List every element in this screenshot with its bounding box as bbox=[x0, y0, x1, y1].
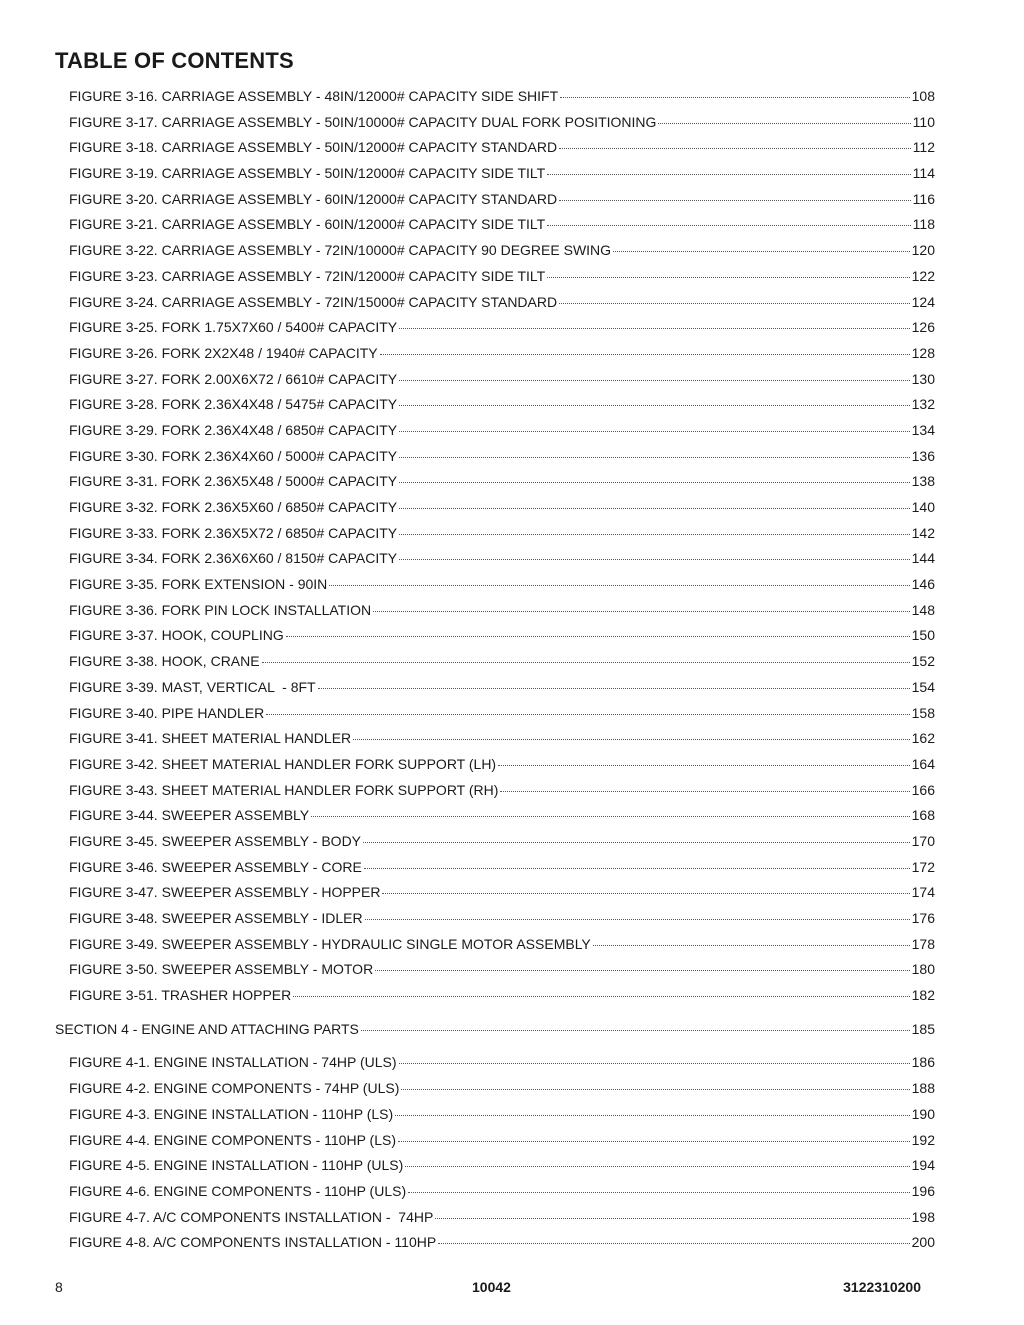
toc-figure-entry[interactable] bbox=[55, 987, 935, 1013]
toc-figure-entry[interactable] bbox=[55, 525, 935, 551]
toc-leader-dots bbox=[560, 97, 910, 98]
toc-entry-page: 138 bbox=[911, 473, 935, 490]
toc-leader-dots bbox=[399, 534, 910, 535]
toc-entry-label: FIGURE 3-42. SHEET MATERIAL HANDLER FORK SUPPORT (LH) bbox=[69, 755, 497, 772]
toc-entry-label: FIGURE 3-16. CARRIAGE ASSEMBLY - 48IN/12000# CAPACITY SIDE SHIFT bbox=[69, 88, 559, 104]
toc-entry-label: FIGURE 3-41. SHEET MATERIAL HANDLER bbox=[69, 730, 352, 747]
toc-figure-entry[interactable] bbox=[55, 165, 935, 191]
toc-entry-label: FIGURE 3-18. CARRIAGE ASSEMBLY - 50IN/12000# CAPACITY STANDARD bbox=[69, 139, 558, 156]
toc-leader-dots bbox=[262, 662, 910, 663]
toc-entry-label: FIGURE 4-5. ENGINE INSTALLATION - 110HP (ULS) bbox=[69, 1157, 404, 1174]
toc-entry-label: FIGURE 4-6. ENGINE COMPONENTS - 110HP (ULS) bbox=[69, 1182, 407, 1199]
toc-figure-entry[interactable] bbox=[55, 268, 935, 294]
toc-leader-dots bbox=[408, 1192, 910, 1193]
toc-leader-dots bbox=[286, 636, 910, 637]
toc-figure-entry[interactable] bbox=[55, 627, 935, 653]
toc-figure-entry[interactable] bbox=[55, 345, 935, 371]
toc-figure-entry[interactable] bbox=[55, 550, 935, 576]
toc-entry-page: 130 bbox=[911, 370, 935, 387]
toc-leader-dots bbox=[375, 970, 909, 971]
toc-entry-page: 168 bbox=[911, 807, 935, 824]
toc-entry-label: FIGURE 4-8. A/C COMPONENTS INSTALLATION - 110HP bbox=[69, 1234, 437, 1251]
toc-figure-entry[interactable] bbox=[55, 139, 935, 165]
toc-leader-dots bbox=[547, 225, 910, 226]
toc-leader-dots bbox=[373, 611, 910, 612]
toc-entry-page: 178 bbox=[911, 935, 935, 952]
toc-entry-page: 110 bbox=[912, 113, 935, 130]
toc-entry-page: 194 bbox=[911, 1157, 935, 1174]
toc-figure-entry[interactable] bbox=[55, 473, 935, 499]
toc-entry-label: FIGURE 3-22. CARRIAGE ASSEMBLY - 72IN/10000# CAPACITY 90 DEGREE SWING bbox=[69, 242, 612, 259]
toc-entry-page: 162 bbox=[911, 730, 935, 747]
toc-entry-page: 164 bbox=[911, 755, 935, 772]
toc-entry-label: FIGURE 3-31. FORK 2.36X5X48 / 5000# CAPACITY bbox=[69, 473, 398, 490]
toc-figure-entry[interactable] bbox=[55, 1209, 935, 1235]
toc-entry-page: 158 bbox=[911, 704, 935, 721]
toc-entry-label: FIGURE 3-44. SWEEPER ASSEMBLY bbox=[69, 807, 310, 824]
toc-entry-page: 108 bbox=[911, 88, 935, 104]
toc-leader-dots bbox=[399, 508, 910, 509]
toc-entry-label: FIGURE 4-7. A/C COMPONENTS INSTALLATION - 74HP bbox=[69, 1208, 434, 1225]
toc-entry-label: FIGURE 4-4. ENGINE COMPONENTS - 110HP (LS) bbox=[69, 1131, 396, 1148]
toc-entry-page: 166 bbox=[911, 781, 935, 798]
toc-figure-entry[interactable] bbox=[55, 1080, 935, 1106]
toc-entry-page: 114 bbox=[912, 165, 935, 182]
toc-leader-dots bbox=[353, 739, 910, 740]
toc-leader-dots bbox=[329, 585, 909, 586]
toc-entry-label: FIGURE 3-43. SHEET MATERIAL HANDLER FORK SUPPORT (RH) bbox=[69, 781, 499, 798]
toc-leader-dots bbox=[399, 457, 910, 458]
toc-entry-label: FIGURE 3-45. SWEEPER ASSEMBLY - BODY bbox=[69, 832, 362, 849]
toc-figure-entry[interactable] bbox=[55, 499, 935, 525]
toc-figure-entry[interactable] bbox=[55, 884, 935, 910]
toc-entry-label: SECTION 4 - ENGINE AND ATTACHING PARTS bbox=[55, 1020, 359, 1037]
toc-entry-label: FIGURE 3-24. CARRIAGE ASSEMBLY - 72IN/15000# CAPACITY STANDARD bbox=[69, 293, 558, 310]
toc-figure-entry[interactable] bbox=[55, 1106, 935, 1132]
toc-leader-dots bbox=[559, 148, 911, 149]
toc-entry-page: 118 bbox=[912, 216, 935, 233]
toc-entry-page: 198 bbox=[911, 1208, 935, 1225]
toc-leader-dots bbox=[547, 174, 910, 175]
toc-leader-dots bbox=[593, 945, 910, 946]
toc-figure-entry[interactable] bbox=[55, 859, 935, 885]
toc-figure-entry[interactable] bbox=[55, 936, 935, 962]
toc-leader-dots bbox=[364, 868, 910, 869]
toc-entry-label: FIGURE 4-3. ENGINE INSTALLATION - 110HP (LS) bbox=[69, 1105, 394, 1122]
toc-entry-label: FIGURE 3-46. SWEEPER ASSEMBLY - CORE bbox=[69, 858, 362, 875]
toc-entry-label: FIGURE 3-26. FORK 2X2X48 / 1940# CAPACITY bbox=[69, 344, 378, 361]
toc-entry-page: 128 bbox=[911, 344, 935, 361]
toc-entry-label: FIGURE 3-20. CARRIAGE ASSEMBLY - 60IN/12000# CAPACITY STANDARD bbox=[69, 190, 558, 207]
toc-entry-page: 124 bbox=[911, 293, 935, 310]
toc-entry-page: 188 bbox=[911, 1080, 935, 1097]
toc-leader-dots bbox=[405, 1166, 909, 1167]
toc-leader-dots bbox=[498, 765, 910, 766]
toc-figure-entry[interactable] bbox=[55, 396, 935, 422]
toc-entry-page: 192 bbox=[911, 1131, 935, 1148]
toc-figure-entry[interactable] bbox=[55, 448, 935, 474]
toc-entry-page: 144 bbox=[911, 550, 935, 567]
toc-figure-entry[interactable] bbox=[55, 422, 935, 448]
toc-leader-dots bbox=[500, 791, 909, 792]
toc-figure-entry[interactable] bbox=[55, 910, 935, 936]
toc-entry-page: 146 bbox=[911, 576, 935, 593]
toc-leader-dots bbox=[311, 816, 909, 817]
toc-entry-label: FIGURE 3-28. FORK 2.36X4X48 / 5475# CAPACITY bbox=[69, 396, 398, 413]
toc-figure-entry[interactable] bbox=[55, 756, 935, 782]
toc-leader-dots bbox=[361, 1030, 910, 1031]
toc-leader-dots bbox=[380, 354, 910, 355]
toc-figure-entry[interactable] bbox=[55, 191, 935, 217]
toc-entry-page: 122 bbox=[911, 267, 935, 284]
toc-figure-entry[interactable] bbox=[55, 730, 935, 756]
toc-leader-dots bbox=[398, 1141, 910, 1142]
toc-figure-entry[interactable] bbox=[55, 242, 935, 268]
toc-leader-dots bbox=[438, 1243, 909, 1244]
toc-entry-label: FIGURE 3-19. CARRIAGE ASSEMBLY - 50IN/12000# CAPACITY SIDE TILT bbox=[69, 165, 546, 182]
toc-figure-entry[interactable] bbox=[55, 319, 935, 345]
toc-entry-page: 186 bbox=[911, 1054, 935, 1071]
footer-page-number: 8 bbox=[55, 1279, 63, 1295]
toc-leader-dots bbox=[559, 200, 911, 201]
toc-entry-page: 172 bbox=[911, 858, 935, 875]
toc-leader-dots bbox=[559, 303, 910, 304]
toc-figure-entry[interactable] bbox=[55, 679, 935, 705]
toc-leader-dots bbox=[318, 688, 910, 689]
toc-entry-label: FIGURE 3-35. FORK EXTENSION - 90IN bbox=[69, 576, 328, 593]
toc-leader-dots bbox=[399, 405, 910, 406]
toc-entry-page: 200 bbox=[911, 1234, 935, 1251]
toc-leader-dots bbox=[382, 893, 909, 894]
toc-leader-dots bbox=[399, 482, 910, 483]
toc-entry-label: FIGURE 3-48. SWEEPER ASSEMBLY - IDLER bbox=[69, 910, 363, 926]
toc-figure-entry[interactable] bbox=[55, 114, 935, 140]
toc-figure-entry[interactable] bbox=[55, 653, 935, 679]
footer-center-code: 10042 bbox=[472, 1279, 511, 1295]
toc-entry-page: 170 bbox=[911, 832, 935, 849]
toc-entry-page: 136 bbox=[911, 447, 935, 464]
toc-leader-dots bbox=[547, 277, 909, 278]
toc-figure-entry[interactable] bbox=[55, 216, 935, 242]
toc-entry-label: FIGURE 3-50. SWEEPER ASSEMBLY - MOTOR bbox=[69, 961, 374, 978]
footer-doc-number: 3122310200 bbox=[843, 1279, 921, 1295]
toc-leader-dots bbox=[401, 1089, 909, 1090]
toc-figure-entry[interactable] bbox=[55, 1234, 935, 1260]
toc-entry-page: 132 bbox=[911, 396, 935, 413]
toc-section-entry[interactable] bbox=[55, 1021, 935, 1047]
toc-entry-label: FIGURE 3-32. FORK 2.36X5X60 / 6850# CAPACITY bbox=[69, 499, 398, 515]
toc-entry-page: 126 bbox=[911, 319, 935, 336]
toc-leader-dots bbox=[435, 1218, 909, 1219]
toc-leader-dots bbox=[399, 328, 910, 329]
toc-entry-label: FIGURE 3-30. FORK 2.36X4X60 / 5000# CAPACITY bbox=[69, 447, 398, 464]
toc-leader-dots bbox=[658, 123, 910, 124]
toc-entry-page: 142 bbox=[911, 524, 935, 541]
toc-entry-page: 182 bbox=[911, 987, 935, 1004]
toc-entry-page: 174 bbox=[911, 884, 935, 901]
toc-leader-dots bbox=[266, 714, 909, 715]
toc-entry-page: 116 bbox=[912, 190, 935, 207]
toc-entry-label: FIGURE 3-25. FORK 1.75X7X60 / 5400# CAPACITY bbox=[69, 319, 398, 336]
toc-figure-entry[interactable] bbox=[55, 371, 935, 397]
toc-entry-page: 190 bbox=[911, 1105, 935, 1122]
toc-entry-page: 152 bbox=[911, 653, 935, 670]
toc-figure-entry[interactable] bbox=[55, 705, 935, 731]
toc-figure-entry[interactable] bbox=[55, 1132, 935, 1158]
toc-figure-entry[interactable] bbox=[55, 833, 935, 859]
page-title: TABLE OF CONTENTS bbox=[55, 48, 294, 73]
toc-entry-label: FIGURE 3-49. SWEEPER ASSEMBLY - HYDRAULIC SINGLE MOTOR ASSEMBLY bbox=[69, 935, 591, 952]
toc-entry-label: FIGURE 3-21. CARRIAGE ASSEMBLY - 60IN/12000# CAPACITY SIDE TILT bbox=[69, 216, 546, 233]
toc-leader-dots bbox=[365, 919, 910, 920]
toc-leader-dots bbox=[363, 842, 910, 843]
toc-entry-page: 134 bbox=[911, 421, 935, 438]
toc-entry-page: 176 bbox=[911, 910, 935, 926]
toc-figure-entry[interactable] bbox=[55, 602, 935, 628]
toc-leader-dots bbox=[399, 1063, 910, 1064]
toc-figure-entry[interactable] bbox=[55, 576, 935, 602]
toc-entry-label: FIGURE 3-29. FORK 2.36X4X48 / 6850# CAPACITY bbox=[69, 421, 398, 438]
toc-entry-page: 185 bbox=[911, 1020, 935, 1037]
toc-figure-entry[interactable] bbox=[55, 807, 935, 833]
toc-entry-label: FIGURE 3-17. CARRIAGE ASSEMBLY - 50IN/10000# CAPACITY DUAL FORK POSITIONING bbox=[69, 113, 657, 130]
toc-entry-label: FIGURE 3-39. MAST, VERTICAL - 8FT bbox=[69, 678, 316, 695]
toc-entry-label: FIGURE 3-36. FORK PIN LOCK INSTALLATION bbox=[69, 601, 372, 618]
toc-entry-page: 150 bbox=[911, 627, 935, 644]
toc-entry-page: 154 bbox=[911, 678, 935, 695]
toc-entry-page: 120 bbox=[911, 242, 935, 259]
toc-entry-label: FIGURE 3-27. FORK 2.00X6X72 / 6610# CAPACITY bbox=[69, 370, 398, 387]
toc-figure-entry[interactable] bbox=[55, 1183, 935, 1209]
toc-entry-label: FIGURE 3-37. HOOK, COUPLING bbox=[69, 627, 284, 644]
toc-leader-dots bbox=[293, 996, 909, 997]
toc-entry-page: 148 bbox=[911, 601, 935, 618]
toc-list bbox=[55, 88, 935, 1260]
toc-entry-page: 180 bbox=[911, 961, 935, 978]
toc-entry-label: FIGURE 3-51. TRASHER HOPPER bbox=[69, 987, 292, 1004]
toc-entry-page: 112 bbox=[912, 139, 935, 156]
toc-entry-label: FIGURE 3-33. FORK 2.36X5X72 / 6850# CAPACITY bbox=[69, 524, 398, 541]
toc-leader-dots bbox=[395, 1115, 909, 1116]
toc-entry-label: FIGURE 3-40. PIPE HANDLER bbox=[69, 704, 265, 721]
toc-entry-label: FIGURE 4-2. ENGINE COMPONENTS - 74HP (ULS) bbox=[69, 1080, 400, 1097]
toc-figure-entry[interactable] bbox=[55, 961, 935, 987]
toc-figure-entry[interactable] bbox=[55, 294, 935, 320]
toc-entry-page: 140 bbox=[911, 499, 935, 515]
toc-entry-page: 196 bbox=[911, 1182, 935, 1199]
toc-leader-dots bbox=[613, 251, 910, 252]
toc-leader-dots bbox=[399, 380, 910, 381]
toc-figure-entry[interactable] bbox=[55, 88, 935, 114]
toc-leader-dots bbox=[399, 431, 910, 432]
toc-entry-label: FIGURE 3-47. SWEEPER ASSEMBLY - HOPPER bbox=[69, 884, 381, 901]
toc-figure-entry[interactable] bbox=[55, 1157, 935, 1183]
toc-entry-label: FIGURE 3-38. HOOK, CRANE bbox=[69, 653, 260, 670]
toc-leader-dots bbox=[399, 559, 910, 560]
toc-entry-label: FIGURE 4-1. ENGINE INSTALLATION - 74HP (ULS) bbox=[69, 1054, 397, 1071]
toc-figure-entry[interactable] bbox=[55, 1054, 935, 1080]
toc-figure-entry[interactable] bbox=[55, 782, 935, 808]
toc-entry-label: FIGURE 3-23. CARRIAGE ASSEMBLY - 72IN/12000# CAPACITY SIDE TILT bbox=[69, 267, 546, 284]
page-footer bbox=[0, 1279, 1024, 1299]
toc-entry-label: FIGURE 3-34. FORK 2.36X6X60 / 8150# CAPACITY bbox=[69, 550, 398, 567]
